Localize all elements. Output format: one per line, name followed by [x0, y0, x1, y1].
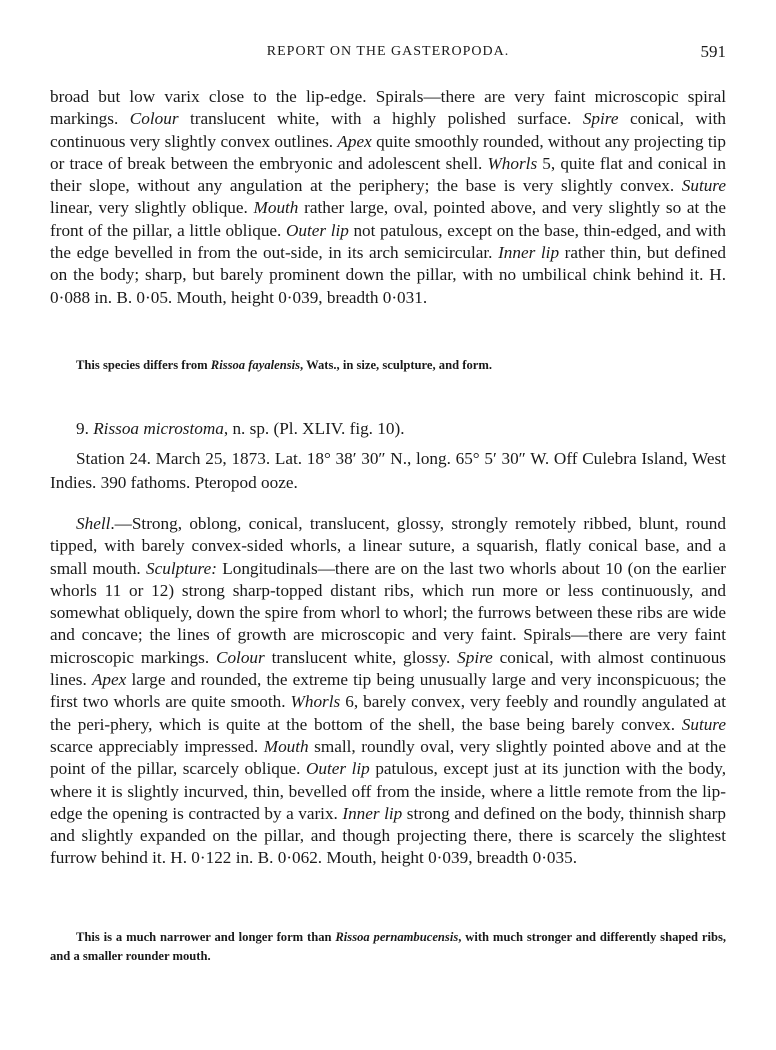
term-suture: Suture: [681, 714, 726, 734]
shell-description: [50, 513, 726, 870]
term-outer-lip: Outer lip: [285, 220, 349, 240]
term-apex: Apex: [337, 131, 372, 151]
text-run: scarce appreciably impressed.: [50, 736, 264, 756]
text-run: broad but low varix close to the lip-edge. Spirals—there are very faint microscopic spiral markings.: [50, 87, 726, 129]
species-plate-reference: , n. sp. (Pl. XLIV. fig. 10).: [223, 419, 405, 438]
text-run: translucent white, with a highly polished surface.: [178, 109, 583, 129]
text-run: , Wats., in size, sculpture, and form.: [300, 358, 492, 372]
species-name: Rissoa pernambucensis: [335, 930, 459, 944]
term-mouth: Mouth: [253, 198, 299, 218]
running-head: REPORT ON THE GASTEROPODA.: [266, 44, 510, 59]
term-colour: Colour: [215, 647, 265, 667]
term-outer-lip: Outer lip: [305, 759, 370, 779]
term-spire: Spire: [457, 647, 493, 667]
text-run: conical, with continuous very slightly convex outlines.: [50, 109, 727, 151]
page-number: 591: [700, 42, 726, 61]
term-mouth: Mouth: [263, 736, 309, 756]
text-run: patulous, except just at its junction with the body, where it is slightly incurved, thin, bevelled off from the inside, where a little remote from the lip-edge the opening is contracted by a varix.: [50, 759, 726, 823]
page-header: [50, 40, 726, 64]
species-note: [76, 356, 726, 375]
text-run: , with much stronger and differently shaped ribs, and a smaller rounder mouth.: [50, 930, 726, 963]
term-inner-lip: Inner lip: [342, 803, 403, 823]
comparison-note: [50, 928, 726, 966]
text-run: not patulous, except on the base, thin-edged, and with the edge bevelled in from the out-side, in its arch semicircular.: [50, 220, 727, 263]
text-run: quite smoothly rounded, without any projecting tip or trace of break between the embryonic and adolescent shell.: [50, 131, 726, 173]
species-name: Rissoa fayalensis: [210, 358, 301, 372]
text-run: This is a much narrower and longer form than: [76, 930, 336, 944]
species-heading: [76, 418, 726, 440]
text-run: This species differs from: [76, 358, 211, 372]
term-shell: Shell: [76, 514, 111, 533]
text-run: conical, with almost continuous lines.: [50, 647, 726, 690]
term-suture: Suture: [681, 176, 726, 196]
text-run: Longitudinals—there are on the last two whorls about 10 (on the earlier whorls 11 or 12) strong sharp-topped distant ribs, which run more or less continuously, and somewhat obliquely, down the spire from whorl to whorl; the furrows between these ribs are wide and concave; the lines of growth are microscopic and very faint. Spirals—there are very faint microscopic markings.: [50, 558, 726, 667]
term-whorls: Whorls: [487, 153, 538, 173]
description-paragraph: [50, 86, 726, 309]
term-apex: Apex: [91, 670, 127, 690]
term-colour: Colour: [129, 109, 179, 129]
species-name: Rissoa microstoma: [93, 419, 224, 438]
text-run: linear, very slightly oblique.: [50, 198, 254, 218]
text-run: translucent white, glossy.: [264, 647, 458, 667]
term-sculpture: Sculpture:: [146, 558, 217, 578]
species-number: 9.: [76, 419, 94, 438]
text-run: .—Strong, oblong, conical, translucent, glossy, strongly remotely ribbed, blunt, round tipped, with barely convex-sided whorls, a linear suture, a squarish, flatly conical base, and a small mouth.: [50, 514, 726, 578]
text-run: 6, barely convex, very feebly and roundly angulated at the peri-phery, which is quite at the bottom of the shell, the base being barely convex.: [50, 692, 727, 734]
station-info: Station 24. March 25, 1873. Lat. 18° 38′ 30″ N., long. 65° 5′ 30″ W. Off Culebra Island, West Indies. 390 fathoms. Pteropod ooze.: [50, 449, 726, 492]
text-run: large and rounded, the extreme tip being unusually large and very inconspicuous; the first two whorls are quite smooth.: [50, 670, 726, 712]
term-inner-lip: Inner lip: [498, 243, 560, 263]
text-run: rather large, oval, pointed above, and very slightly so at the front of the pillar, a little oblique.: [50, 198, 726, 240]
text-run: small, roundly oval, very slightly pointed above and at the point of the pillar, scarcely oblique.: [50, 736, 727, 779]
text-run: rather thin, but defined on the body; sharp, but barely prominent down the pillar, with no umbilical chink behind it. H. 0·088 in. B. 0·05. Mouth, height 0·039, breadth 0·031.: [50, 243, 727, 307]
term-whorls: Whorls: [290, 692, 341, 712]
text-run: strong and defined on the body, thinnish sharp and slightly expanded on the pillar, and though projecting there, there is scarcely the slightest furrow behind it. H. 0·122 in. B. 0·062. Mouth, height 0·039, breadth 0·035.: [50, 803, 727, 868]
term-spire: Spire: [582, 109, 619, 129]
text-run: 5, quite flat and conical in their slope, without any angulation at the periphery; the base is very slightly convex.: [50, 153, 726, 196]
